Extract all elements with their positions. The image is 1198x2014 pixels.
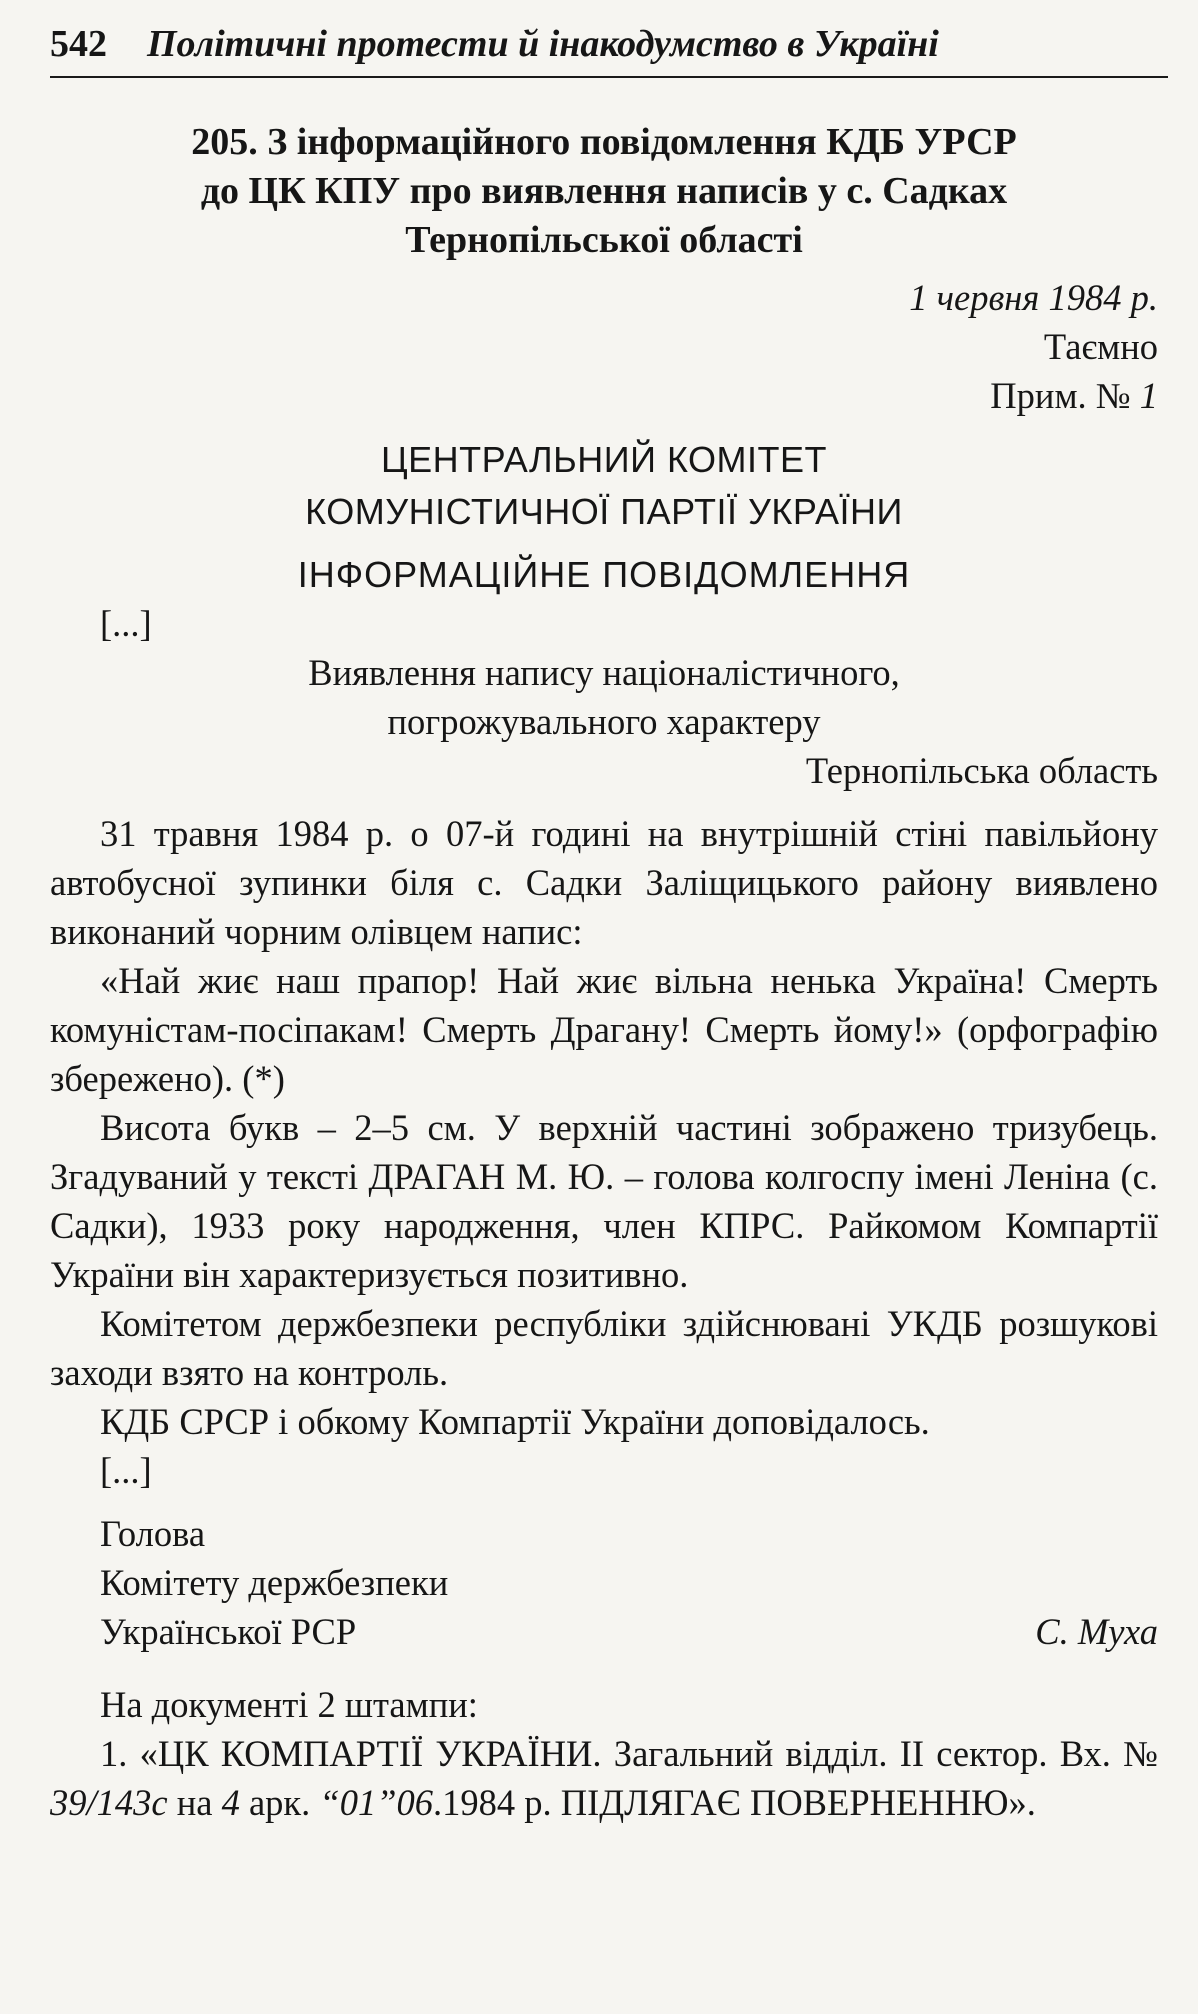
ellipsis-mark: [...] <box>100 603 152 644</box>
registration-number: 39/143с <box>50 1782 168 1823</box>
paragraph: Висота букв – 2–5 см. У верхній частині зображено тризубець. Згадуваний у тексті ДРАГАН М. Ю. – голова колгоспу імені Леніна (с. Садки), 1933 року народження, член КПРС. Райкомом Компартії України він характеризується позитивно. <box>50 1107 1158 1295</box>
signature-title: Голова <box>100 1513 206 1554</box>
addressee-line: КОМУНІСТИЧНОЇ ПАРТІЇ УКРАЇНИ <box>305 491 903 532</box>
copy-number <box>50 371 1158 420</box>
header-rule <box>50 76 1168 78</box>
heading-line: до ЦК КПУ про виявлення написів у с. Садках <box>200 170 1008 212</box>
section-title-line: Виявлення напису націоналістичного, <box>308 652 900 693</box>
copy-number-value: 1 <box>1139 375 1158 416</box>
document-type: ІНФОРМАЦІЙНЕ ПОВІДОМЛЕННЯ <box>297 554 911 595</box>
page-header <box>50 22 1168 66</box>
page-number: 542 <box>50 23 107 65</box>
stamp-text: 1. «ЦК КОМПАРТІЇ УКРАЇНИ. Загальний відділ. ІІ сектор. Вх. № <box>100 1733 1158 1774</box>
quoted-inscription: «Най жиє наш прапор! Най жиє вільна ненька Україна! Смерть комуністам-посіпакам! Смерть Драгану! Смерть йому!» (орфографію збережено). (*) <box>50 960 1158 1099</box>
document-body <box>50 118 1158 1827</box>
section-title-line: погрожувального характеру <box>387 701 821 742</box>
region-label: Тернопільська область <box>805 750 1158 791</box>
paragraph: Комітетом держбезпеки республіки здійснювані УКДБ розшукові заходи взято на контроль. <box>50 1303 1158 1393</box>
section-title <box>50 648 1158 746</box>
copy-label: Прим. № <box>990 375 1131 416</box>
addressee <box>50 434 1158 538</box>
stamp-text: арк. <box>248 1782 311 1823</box>
paragraph: КДБ СРСР і обкому Компартії України доповідалось. <box>100 1401 930 1442</box>
classification-mark: Таємно <box>1043 326 1158 367</box>
heading-line: Тернопільської області <box>405 219 803 261</box>
addressee-line: ЦЕНТРАЛЬНИЙ КОМІТЕТ <box>380 439 828 480</box>
document-heading <box>50 118 1158 265</box>
receipt-day: “01”06 <box>319 1782 433 1823</box>
stamp-text: .1984 р. ПІДЛЯГАЄ ПОВЕРНЕННЮ». <box>433 1782 1036 1823</box>
heading-line: 205. З інформаційного повідомлення КДБ УРСР <box>191 121 1017 163</box>
stamp-text: на <box>176 1782 213 1823</box>
running-title: Політичні протести й інакодумство в Україні <box>147 23 939 65</box>
signatory-name: С. Муха <box>1035 1611 1158 1652</box>
sheet-count: 4 <box>221 1782 240 1823</box>
signature-line <box>50 1607 1158 1656</box>
signature-title: Української РСР <box>100 1611 357 1652</box>
stamps-note: На документі 2 штампи: <box>100 1684 478 1725</box>
signature-title: Комітету держбезпеки <box>100 1562 449 1603</box>
document-date: 1 червня 1984 р. <box>909 277 1158 318</box>
paragraph: 31 травня 1984 р. о 07-й годині на внутрішній стіні павільйону автобусної зупинки біля с. Садки Заліщицького району виявлено виконаний чорним олівцем напис: <box>50 813 1158 952</box>
ellipsis-mark: [...] <box>100 1450 152 1491</box>
stamp-description <box>50 1729 1158 1827</box>
